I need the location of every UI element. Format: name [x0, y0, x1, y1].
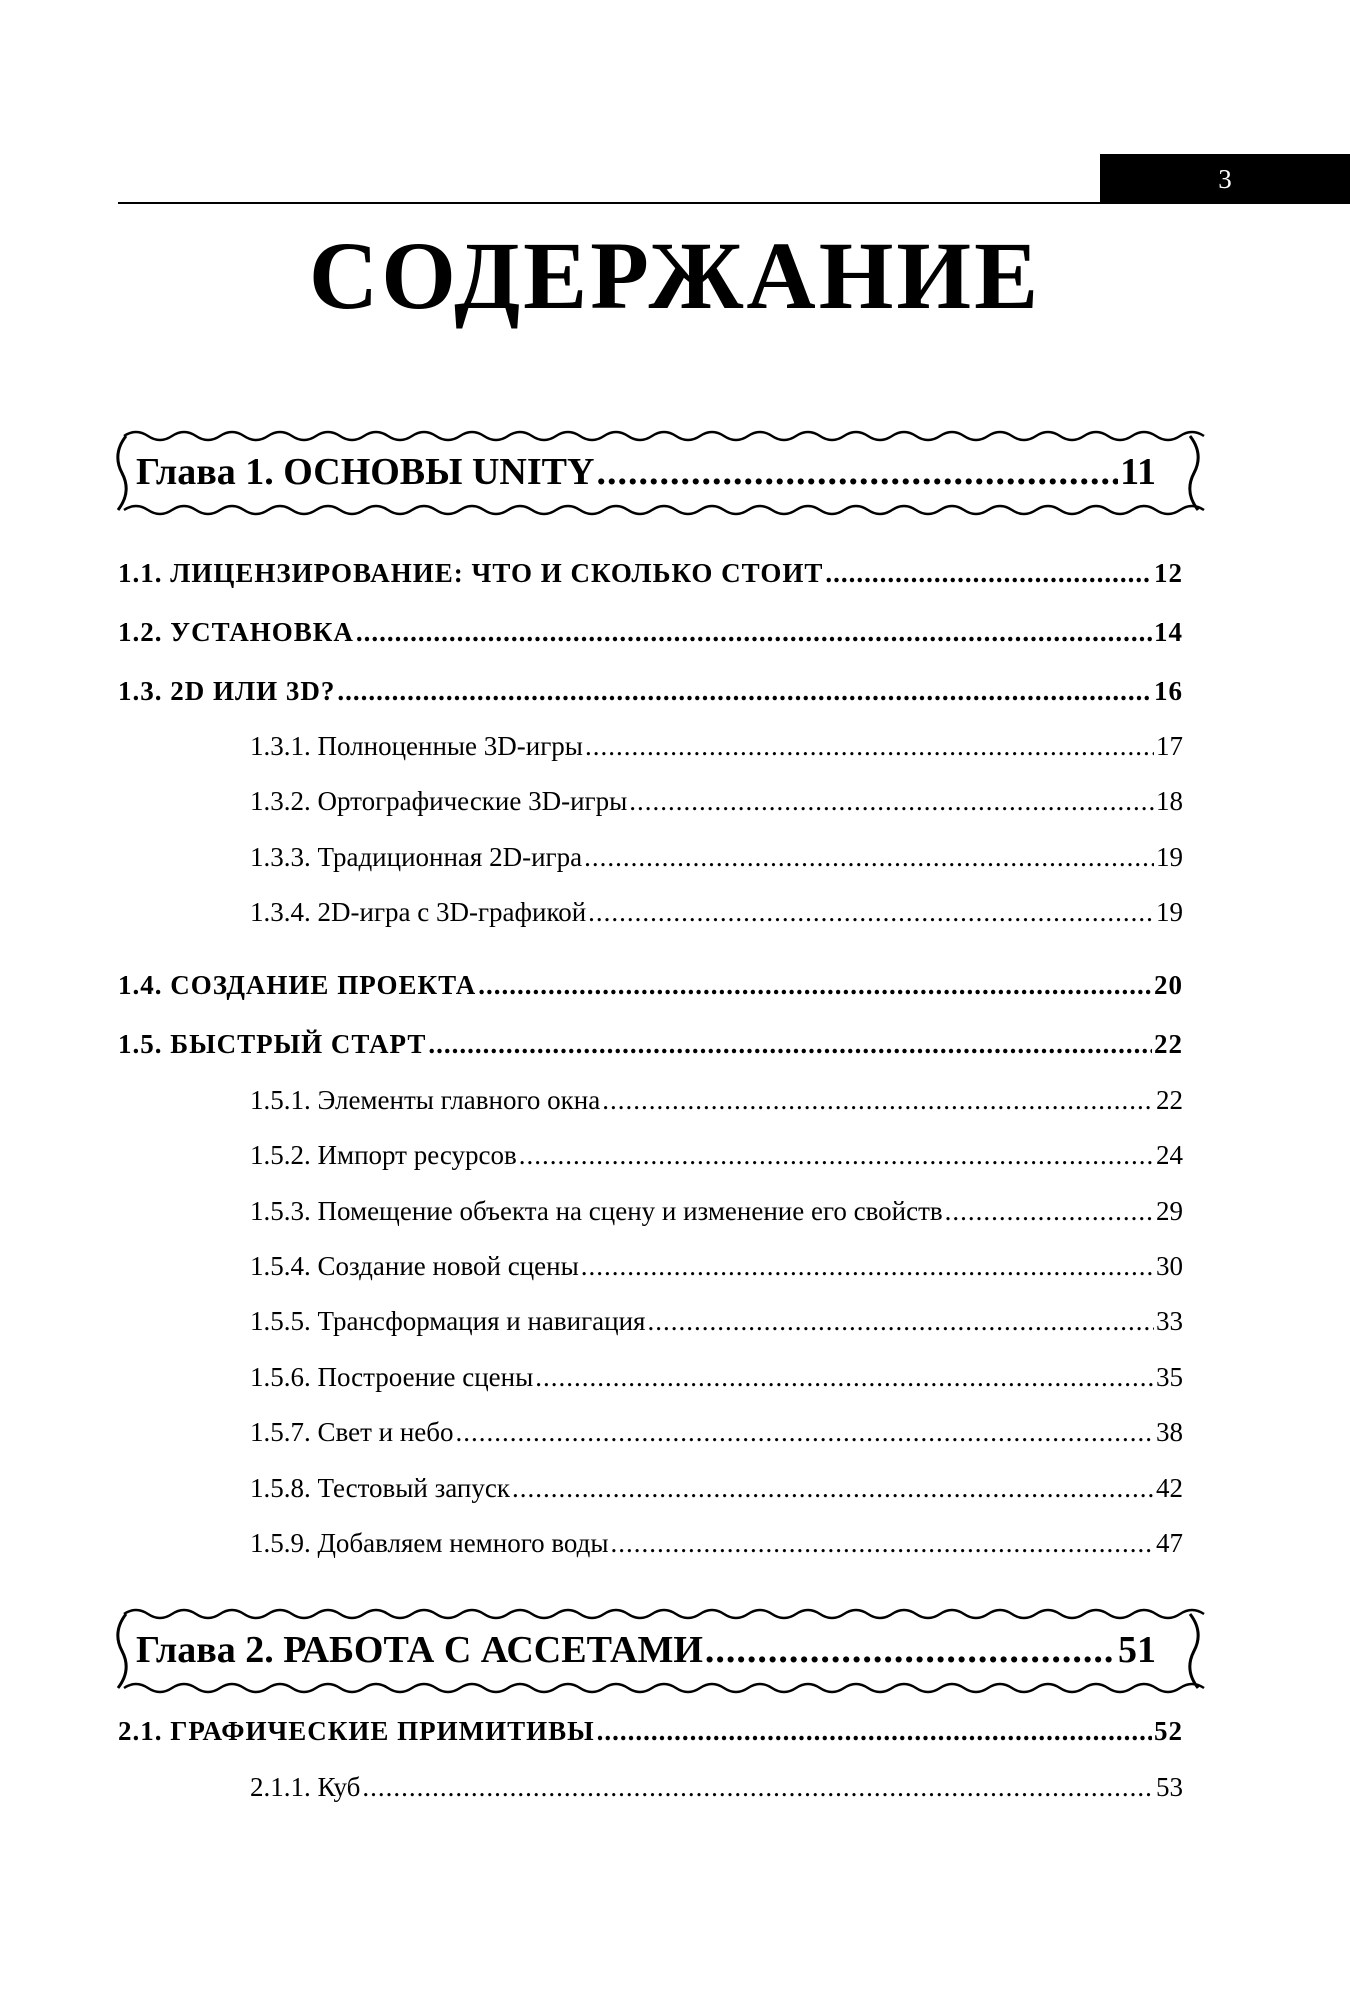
toc-subentry[interactable]: [250, 1473, 1183, 1504]
toc-chapter-2[interactable]: [136, 1628, 1156, 1672]
toc-page: 12: [1154, 558, 1183, 588]
page-number-tab: [1100, 154, 1350, 204]
toc-subentry[interactable]: [250, 1417, 1183, 1448]
dot-leader: [478, 970, 1152, 1001]
toc-label: 1.5.8. Тестовый запуск: [250, 1473, 510, 1503]
toc-subentry[interactable]: [250, 786, 1183, 817]
toc-label: 1.5.5. Трансформация и навигация: [250, 1306, 646, 1336]
toc-label: 1.3.4. 2D-игра с 3D-графикой: [250, 897, 587, 927]
dot-leader: [519, 1140, 1154, 1171]
toc-label: 1.5. БЫСТРЫЙ СТАРТ: [118, 1029, 427, 1059]
dot-leader: [945, 1196, 1154, 1227]
toc-entry[interactable]: [118, 970, 1183, 1001]
dot-leader: [602, 1085, 1154, 1116]
toc-label: 1.3.2. Ортографические 3D-игры: [250, 786, 628, 816]
toc-subentry[interactable]: [250, 1772, 1183, 1803]
toc-page: 42: [1156, 1473, 1183, 1503]
page-number: 3: [1218, 163, 1232, 194]
dot-leader: [581, 1251, 1154, 1282]
toc-subentry[interactable]: [250, 1528, 1183, 1559]
toc-subentry[interactable]: [250, 1085, 1183, 1116]
toc-entry[interactable]: [118, 1029, 1183, 1060]
dot-leader: [629, 786, 1154, 817]
header-rule: [118, 202, 1193, 204]
toc-page: 14: [1154, 617, 1183, 647]
toc-entry[interactable]: [118, 558, 1183, 589]
toc-label: 1.3.3. Традиционная 2D-игра: [250, 842, 583, 872]
toc-entry[interactable]: [118, 676, 1183, 707]
dot-leader: [705, 1628, 1116, 1672]
toc-label: 1.5.2. Импорт ресурсов: [250, 1140, 517, 1170]
dot-leader: [362, 1772, 1154, 1803]
toc-label: 1.5.4. Создание новой сцены: [250, 1251, 579, 1281]
toc-page: 11: [1120, 451, 1156, 493]
toc-subentry[interactable]: [250, 1362, 1183, 1393]
toc-subentry[interactable]: [250, 1140, 1183, 1171]
toc-label: 1.5.7. Свет и небо: [250, 1417, 454, 1447]
toc-page: 22: [1154, 1029, 1183, 1059]
toc-label: 1.5.1. Элементы главного окна: [250, 1085, 601, 1115]
toc-label: 1.5.9. Добавляем немного воды: [250, 1528, 609, 1558]
toc-label: 1.1. ЛИЦЕНЗИРОВАНИЕ: ЧТО И СКОЛЬКО СТОИТ: [118, 558, 824, 588]
toc-entry[interactable]: [118, 617, 1183, 648]
dot-leader: [535, 1362, 1154, 1393]
chapter-1-frame: [108, 422, 1208, 522]
dot-leader: [597, 1716, 1152, 1747]
toc-subentry[interactable]: [250, 897, 1183, 928]
dot-leader: [588, 897, 1154, 928]
toc-page: 51: [1118, 1629, 1156, 1671]
toc-page: 35: [1156, 1362, 1183, 1392]
dot-leader: [647, 1306, 1154, 1337]
toc-page: 22: [1156, 1085, 1183, 1115]
page-title: СОДЕРЖАНИЕ: [308, 222, 1042, 329]
toc-subentry[interactable]: [250, 731, 1183, 762]
toc-page: 33: [1156, 1306, 1183, 1336]
toc-page: 18: [1156, 786, 1183, 816]
dot-leader: [337, 676, 1152, 707]
toc-label: 2.1. ГРАФИЧЕСКИЕ ПРИМИТИВЫ: [118, 1716, 595, 1746]
dot-leader: [356, 617, 1152, 648]
toc-page: 17: [1156, 731, 1183, 761]
toc-label: 1.5.3. Помещение объекта на сцену и изменение его свойств: [250, 1196, 943, 1226]
toc-page: 47: [1156, 1528, 1183, 1558]
toc-page: 38: [1156, 1417, 1183, 1447]
toc-label: 2.1.1. Куб: [250, 1772, 361, 1802]
dot-leader: [428, 1029, 1152, 1060]
toc-label: 1.5.6. Построение сцены: [250, 1362, 534, 1392]
toc-subentry[interactable]: [250, 1196, 1183, 1227]
dot-leader: [825, 558, 1152, 589]
dot-leader: [585, 731, 1154, 762]
toc-page: 19: [1156, 897, 1183, 927]
dot-leader: [512, 1473, 1154, 1504]
toc-entry[interactable]: [118, 1716, 1183, 1747]
toc-page: 16: [1154, 676, 1183, 706]
toc-page: 53: [1156, 1772, 1183, 1802]
toc-chapter-1[interactable]: [136, 450, 1156, 494]
dot-leader: [611, 1528, 1154, 1559]
toc-page: 52: [1154, 1716, 1183, 1746]
toc-page: 24: [1156, 1140, 1183, 1170]
toc-label: Глава 1. ОСНОВЫ UNITY: [136, 451, 595, 493]
toc-label: 1.2. УСТАНОВКА: [118, 617, 354, 647]
dot-leader: [596, 450, 1118, 494]
toc-subentry[interactable]: [250, 842, 1183, 873]
dot-leader: [456, 1417, 1154, 1448]
dot-leader: [584, 842, 1154, 873]
toc-page: 30: [1156, 1251, 1183, 1281]
toc-page: 19: [1156, 842, 1183, 872]
chapter-2-frame: [108, 1600, 1208, 1700]
toc-subentry[interactable]: [250, 1306, 1183, 1337]
toc-label: Глава 2. РАБОТА С АССЕТАМИ: [136, 1629, 703, 1671]
toc-page: 20: [1154, 970, 1183, 1000]
toc-page: 29: [1156, 1196, 1183, 1226]
toc-label: 1.4. СОЗДАНИЕ ПРОЕКТА: [118, 970, 477, 1000]
toc-label: 1.3. 2D ИЛИ 3D?: [118, 676, 336, 706]
toc-subentry[interactable]: [250, 1251, 1183, 1282]
toc-label: 1.3.1. Полноценные 3D-игры: [250, 731, 583, 761]
